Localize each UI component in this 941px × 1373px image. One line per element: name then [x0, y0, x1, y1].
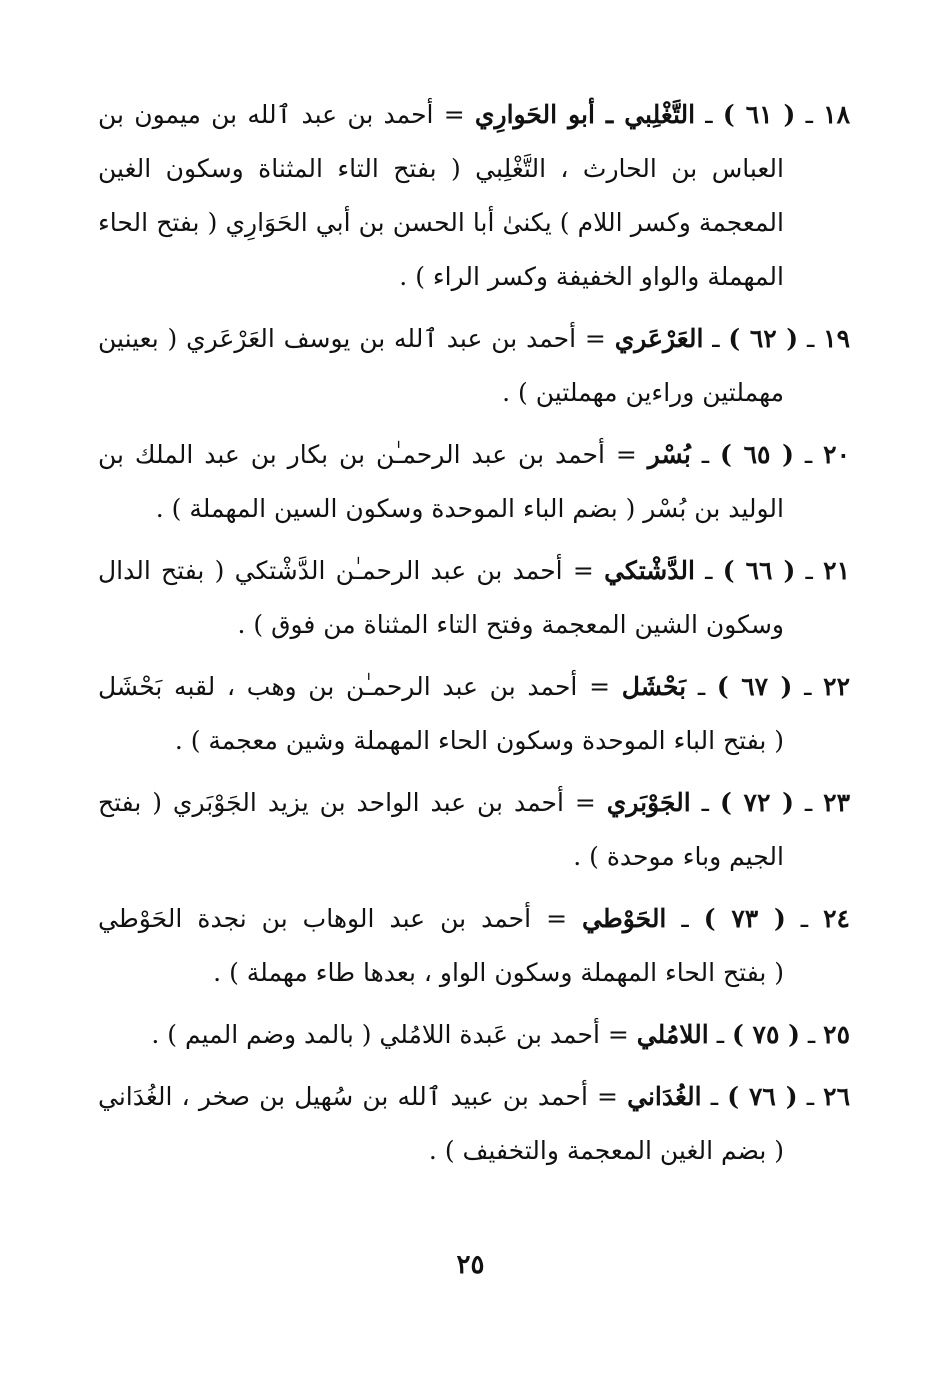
entry-23 — [98, 776, 850, 884]
entry-name: بُسْر — [647, 440, 691, 469]
entry-head: ٢٥ ـ ( ٧٥ ) ـ اللامُلي = أحمد بن عَبدة اللامُلي ( بالمد وضم الميم ) . — [151, 1020, 850, 1049]
entry-number: ٢٤ — [823, 904, 850, 933]
entry-head: ٢٤ ـ ( ٧٣ ) ـ الحَوْطي = أحمد بن عبد الوهاب بن نجدة الحَوْطي — [98, 904, 850, 933]
entry-number: ٢٣ — [823, 788, 851, 817]
entry-name: الجَوْبَري — [606, 788, 691, 817]
entry-head: ٢٣ ـ ( ٧٢ ) ـ الجَوْبَري = أحمد بن عبد الواحد بن يزيد الجَوْبَري ( بفتح — [98, 788, 851, 817]
entry-number: ١٨ — [823, 100, 851, 129]
entry-first-line: = أحمد بن عَبدة اللامُلي ( بالمد وضم الميم ) . — [151, 1020, 629, 1049]
entry-reference: ( ٧٣ ) — [703, 904, 786, 933]
page-number: ٢٥ — [456, 1250, 485, 1280]
entry-first-line: = أحمد بن عبد الواحد بن يزيد الجَوْبَري ( بفتح — [98, 788, 596, 817]
entry-name: التَّغْلِبي ـ أبو الحَوارِي — [474, 100, 696, 129]
entry-continuation: ( بفتح الباء الموحدة وسكون الحاء المهملة وشين معجمة ) . — [174, 726, 784, 755]
entry-first-line: = أحمد بن عبد ٱلله بن ميمون بن — [98, 100, 465, 129]
entry-number: ٢٢ — [823, 672, 851, 701]
entry-name: الغُدَاني — [627, 1082, 702, 1111]
entry-first-line: = أحمد بن عبد الوهاب بن نجدة الحَوْطي — [98, 904, 568, 933]
entry-head: ٢١ ـ ( ٦٦ ) ـ الدَّشْتكي = أحمد بن عبد الرحمـٰن الدَّشْتكي ( بفتح الدال — [98, 556, 850, 585]
entry-head: ٢٠ ـ ( ٦٥ ) ـ بُسْر = أحمد بن عبد الرحمـٰن بن بكار بن عبد الملك بن — [98, 440, 851, 469]
entry-continuation: العباس بن الحارث ، التَّغْلِبي ( بفتح التاء المثناة وسكون الغين المعجمة وكسر اللام ) يكنىٰ أبا الحسن بن أبي الحَوَارِي ( بفتح الحاء المهملة والواو الخفيفة وكسر الراء ) . — [98, 154, 784, 291]
entry-number: ٢٥ — [823, 1020, 850, 1049]
entry-19 — [98, 312, 850, 420]
entry-reference: ( ٦٧ ) — [716, 672, 793, 701]
entry-24 — [98, 892, 850, 1000]
entries-list — [98, 88, 850, 1186]
entry-18 — [98, 88, 850, 304]
entry-continuation: ( بفتح الحاء المهملة وسكون الواو ، بعدها طاء مهملة ) . — [213, 958, 784, 987]
entry-name: اللامُلي — [636, 1020, 709, 1049]
entry-first-line: = أحمد بن عبد الرحمـٰن بن وهب ، لقبه بَحْشَل — [98, 672, 611, 701]
entry-reference: ( ٧٦ ) — [727, 1082, 798, 1111]
entry-continuation: الوليد بن بُسْر ( بضم الباء الموحدة وسكون السين المهملة ) . — [155, 494, 784, 523]
entry-reference: ( ٧٢ ) — [719, 788, 794, 817]
entry-reference: ( ٦٦ ) — [722, 556, 796, 585]
entry-head: ١٩ ـ ( ٦٢ ) ـ العَرْعَري = أحمد بن عبد ٱلله بن يوسف العَرْعَري ( بعينين — [98, 324, 851, 353]
entry-name: العَرْعَري — [614, 324, 704, 353]
entry-continuation: الجيم وباء موحدة ) . — [573, 842, 784, 871]
entry-number: ٢٠ — [823, 440, 851, 469]
entry-25 — [98, 1008, 850, 1062]
entry-first-line: = أحمد بن عبد الرحمـٰن الدَّشْتكي ( بفتح الدال — [98, 556, 594, 585]
entry-reference: ( ٦٢ ) — [728, 324, 799, 353]
entry-20 — [98, 428, 850, 536]
entry-name: الدَّشْتكي — [604, 556, 695, 585]
entry-reference: ( ٦١ ) — [722, 100, 796, 129]
entry-number: ٢٦ — [823, 1082, 851, 1111]
entry-26 — [98, 1070, 850, 1178]
entry-reference: ( ٧٥ ) — [731, 1020, 800, 1049]
entry-reference: ( ٦٥ ) — [720, 440, 794, 469]
entry-continuation: ( بضم الغين المعجمة والتخفيف ) . — [428, 1136, 784, 1165]
entry-first-line: = أحمد بن عبد ٱلله بن يوسف العَرْعَري ( بعينين — [98, 324, 606, 353]
entry-name: بَحْشَل — [621, 672, 687, 701]
entry-continuation: مهملتين وراءين مهملتين ) . — [502, 378, 784, 407]
entry-number: ٢١ — [823, 556, 850, 585]
entry-22 — [98, 660, 850, 768]
entry-first-line: = أحمد بن عبد الرحمـٰن بن بكار بن عبد الملك بن — [98, 440, 637, 469]
entry-first-line: = أحمد بن عبيد ٱلله بن سُهيل بن صخر ، الغُدَاني — [98, 1082, 618, 1111]
entry-name: الحَوْطي — [582, 904, 667, 933]
entry-head: ١٨ ـ ( ٦١ ) ـ التَّغْلِبي ـ أبو الحَوارِي = أحمد بن عبد ٱلله بن ميمون بن — [98, 100, 851, 129]
entry-head: ٢٢ ـ ( ٦٧ ) ـ بَحْشَل = أحمد بن عبد الرحمـٰن بن وهب ، لقبه بَحْشَل — [98, 672, 851, 701]
entry-21 — [98, 544, 850, 652]
entry-continuation: وسكون الشين المعجمة وفتح التاء المثناة من فوق ) . — [237, 610, 784, 639]
entry-head: ٢٦ ـ ( ٧٦ ) ـ الغُدَاني = أحمد بن عبيد ٱلله بن سُهيل بن صخر ، الغُدَاني — [98, 1082, 851, 1111]
entry-number: ١٩ — [823, 324, 851, 353]
